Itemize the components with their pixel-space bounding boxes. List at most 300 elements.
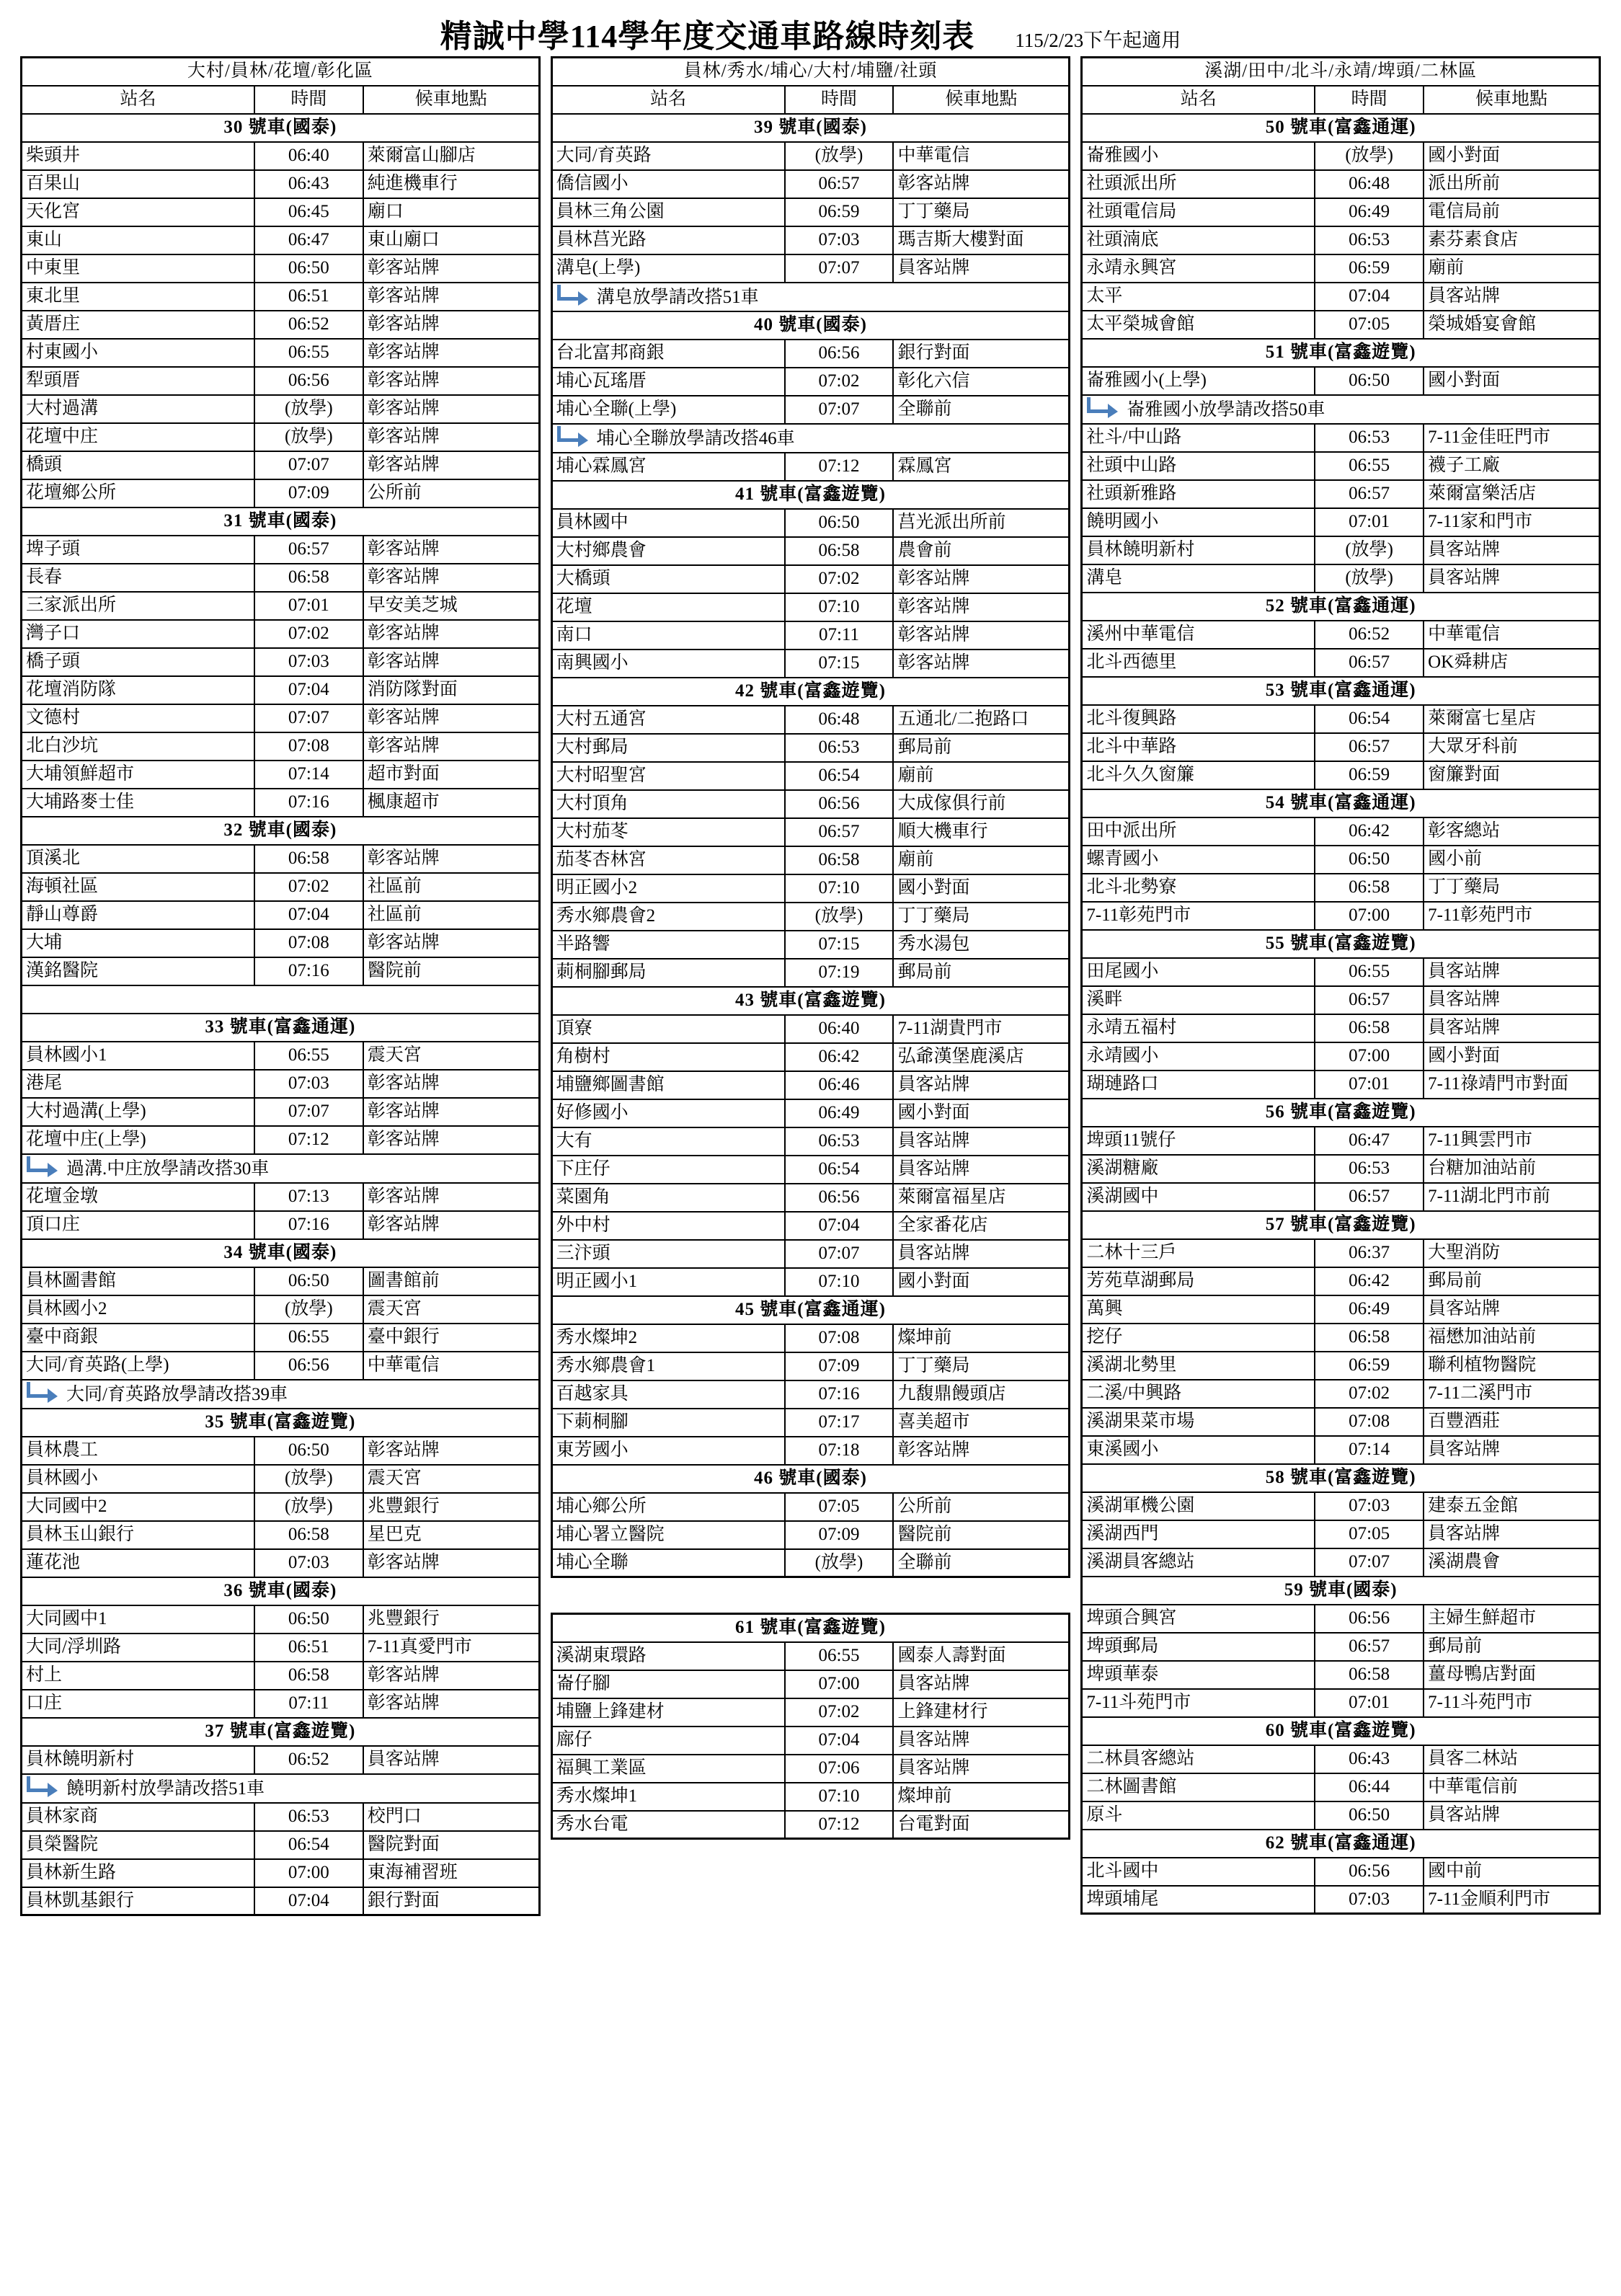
stop-name: 溪湖軍機公園 — [1082, 1492, 1315, 1520]
table-row[interactable] — [551, 142, 1070, 170]
table-row[interactable] — [1082, 649, 1600, 677]
table-row[interactable] — [1082, 1886, 1600, 1914]
route-caption-row[interactable] — [22, 1014, 540, 1042]
route-caption-row[interactable] — [22, 817, 540, 845]
table-row[interactable] — [22, 1803, 540, 1831]
stop-place: 彰客站牌 — [893, 170, 1069, 198]
table-row[interactable] — [551, 1127, 1070, 1156]
stop-time: 06:57 — [785, 818, 894, 846]
stop-time: 06:58 — [254, 845, 363, 873]
stop-name: 三家派出所 — [22, 592, 254, 620]
table-row[interactable] — [22, 1324, 540, 1352]
stop-place: 秀水湯包 — [893, 931, 1069, 959]
table-row[interactable] — [1082, 1042, 1600, 1071]
table-row[interactable] — [551, 537, 1070, 565]
stop-place: 醫院前 — [363, 957, 539, 985]
table-row[interactable] — [551, 1642, 1070, 1670]
stop-name: 員榮醫院 — [22, 1831, 254, 1859]
table-row[interactable] — [551, 903, 1070, 931]
stop-place: 萊爾富福星店 — [893, 1184, 1069, 1212]
table-row[interactable] — [22, 789, 540, 817]
table-row[interactable] — [22, 901, 540, 929]
route-caption-row[interactable] — [1082, 339, 1600, 367]
table-row[interactable] — [22, 1211, 540, 1239]
table-row[interactable] — [1082, 1858, 1600, 1886]
stop-time: (放學) — [254, 1493, 363, 1521]
table-row[interactable] — [22, 873, 540, 901]
stop-name: 大埔 — [22, 929, 254, 957]
table-row[interactable] — [551, 1409, 1070, 1437]
table-row[interactable] — [1082, 1492, 1600, 1520]
table-row[interactable] — [22, 676, 540, 704]
route-caption-row[interactable] — [1082, 1830, 1600, 1858]
table-row[interactable] — [22, 620, 540, 648]
table-row[interactable] — [551, 1549, 1070, 1577]
table-row[interactable] — [1082, 452, 1600, 480]
table-row[interactable] — [22, 1887, 540, 1915]
stop-place: 彰客站牌 — [363, 704, 539, 732]
table-row[interactable] — [551, 706, 1070, 734]
stop-time: 06:40 — [254, 142, 363, 170]
table-row[interactable] — [551, 1184, 1070, 1212]
table-row[interactable] — [1082, 424, 1600, 452]
table-row[interactable] — [1082, 1127, 1600, 1155]
stop-name: 二林圖書館 — [1082, 1773, 1315, 1801]
stop-time: 07:03 — [254, 648, 363, 676]
table-row[interactable] — [1082, 1689, 1600, 1717]
stop-time: (放學) — [1315, 564, 1424, 593]
table-row[interactable] — [1082, 817, 1600, 846]
table-row[interactable] — [551, 1099, 1070, 1127]
table-row[interactable] — [1082, 254, 1600, 283]
stop-time: 06:57 — [785, 170, 894, 198]
table-row[interactable] — [1082, 958, 1600, 986]
table-row[interactable] — [1082, 1183, 1600, 1211]
stop-place: 九馥鼎饅頭店 — [893, 1380, 1069, 1409]
table-row[interactable] — [1082, 1295, 1600, 1324]
route-caption-row[interactable] — [22, 1577, 540, 1605]
table-row[interactable] — [22, 732, 540, 761]
stop-name: 溪湖北勢里 — [1082, 1352, 1315, 1380]
table-row[interactable] — [551, 1043, 1070, 1071]
route-caption-row[interactable] — [551, 481, 1070, 509]
table-row[interactable] — [1082, 1801, 1600, 1830]
table-row[interactable] — [551, 1727, 1070, 1755]
stop-place: 彰客站牌 — [893, 593, 1069, 621]
table-row[interactable] — [551, 1521, 1070, 1549]
route-caption-row[interactable] — [22, 114, 540, 142]
table-row[interactable] — [551, 1811, 1070, 1839]
table-row[interactable] — [1082, 902, 1600, 930]
table-row[interactable] — [22, 1352, 540, 1380]
stop-name: 百越家具 — [551, 1380, 784, 1409]
route-caption-row[interactable] — [1082, 1099, 1600, 1127]
route-caption: 50 號車(富鑫通運) — [1082, 114, 1600, 142]
table-row[interactable] — [1082, 311, 1600, 339]
stop-time: 07:09 — [785, 1521, 894, 1549]
table-row[interactable] — [551, 1240, 1070, 1268]
table-row[interactable] — [22, 761, 540, 789]
stop-name: 大同/育英路 — [551, 142, 784, 170]
table-row[interactable] — [1082, 480, 1600, 508]
table-row[interactable] — [1082, 733, 1600, 761]
table-row[interactable] — [22, 845, 540, 873]
stop-place: 震天宮 — [363, 1295, 539, 1324]
table-row[interactable] — [1082, 1745, 1600, 1773]
stop-place: 彰客站牌 — [363, 1549, 539, 1577]
stop-name: 社頭派出所 — [1082, 170, 1315, 198]
stop-name: 大村五通宮 — [551, 706, 784, 734]
table-row[interactable] — [22, 1634, 540, 1662]
table-row[interactable] — [22, 367, 540, 395]
stop-time: 07:02 — [785, 565, 894, 593]
stop-name: 溪湖東環路 — [551, 1642, 784, 1670]
stop-time: 06:55 — [254, 339, 363, 367]
route-caption-row[interactable] — [22, 1239, 540, 1267]
table-row[interactable] — [1082, 170, 1600, 198]
stop-place: 社區前 — [363, 873, 539, 901]
stop-name: 埔心瓦瑤厝 — [551, 368, 784, 396]
stop-time: 06:56 — [785, 340, 894, 368]
table-row[interactable] — [551, 1437, 1070, 1465]
table-row[interactable] — [551, 790, 1070, 818]
stop-place: 國小前 — [1424, 846, 1599, 874]
stop-name: 秀水燦坤2 — [551, 1324, 784, 1352]
header-time: 時間 — [1315, 86, 1424, 114]
route-table — [1080, 56, 1601, 1915]
table-row[interactable] — [1082, 1436, 1600, 1464]
stop-name: 埔心署立醫院 — [551, 1521, 784, 1549]
table-row[interactable] — [22, 1662, 540, 1690]
table-row[interactable] — [22, 226, 540, 254]
route-caption-row[interactable] — [551, 311, 1070, 340]
table-row[interactable] — [551, 593, 1070, 621]
table-row[interactable] — [1082, 367, 1600, 395]
table-row[interactable] — [1082, 508, 1600, 536]
stop-name: 二林員客總站 — [1082, 1745, 1315, 1773]
stop-name: 北斗西德里 — [1082, 649, 1315, 677]
header-place: 候車地點 — [1424, 86, 1599, 114]
table-row[interactable] — [1082, 1014, 1600, 1042]
route-caption-row[interactable] — [22, 1718, 540, 1746]
stop-name: 崙雅國小(上學) — [1082, 367, 1315, 395]
table-row[interactable] — [551, 1670, 1070, 1698]
table-row[interactable] — [22, 1126, 540, 1154]
stop-time: 06:57 — [1315, 1633, 1424, 1661]
route-caption-row[interactable] — [1082, 593, 1600, 621]
stop-name: 大埔路麥士佳 — [22, 789, 254, 817]
table-row[interactable] — [551, 1783, 1070, 1811]
stop-time: 07:04 — [254, 1887, 363, 1915]
table-row[interactable] — [551, 340, 1070, 368]
stop-name: 大村過溝 — [22, 395, 254, 423]
table-row[interactable] — [1082, 705, 1600, 733]
table-row[interactable] — [551, 509, 1070, 537]
stop-name: 員林農工 — [22, 1437, 254, 1465]
stop-name: 大有 — [551, 1127, 784, 1156]
table-row[interactable] — [1082, 226, 1600, 254]
stop-name: 7-11彰苑門市 — [1082, 902, 1315, 930]
table-row[interactable] — [22, 929, 540, 957]
stop-place: 郵局前 — [1424, 1633, 1599, 1661]
stop-time: 07:05 — [785, 1493, 894, 1521]
table-row[interactable] — [1082, 1773, 1600, 1801]
table-row[interactable] — [1082, 1605, 1600, 1633]
table-row[interactable] — [22, 142, 540, 170]
stop-time: 06:37 — [1315, 1239, 1424, 1267]
route-note — [22, 1154, 540, 1183]
route-caption-row[interactable] — [551, 1296, 1070, 1324]
stop-place: 丁丁藥局 — [1424, 874, 1599, 902]
route-caption-row[interactable] — [1082, 677, 1600, 705]
table-row[interactable] — [22, 1070, 540, 1098]
route-note-text: 過溝.中庄放學請改搭30車 — [66, 1158, 270, 1179]
stop-name: 中東里 — [22, 254, 254, 283]
table-row[interactable] — [22, 592, 540, 620]
stop-place: 順大機車行 — [893, 818, 1069, 846]
stop-time: 06:51 — [254, 283, 363, 311]
table-row[interactable] — [22, 1690, 540, 1718]
route-caption-row[interactable] — [1082, 1577, 1600, 1605]
stop-place: 福懋加油站前 — [1424, 1324, 1599, 1352]
table-row[interactable] — [1082, 874, 1600, 902]
stop-name: 田中派出所 — [1082, 817, 1315, 846]
table-row[interactable] — [1082, 1071, 1600, 1099]
stop-time: 06:58 — [254, 1662, 363, 1690]
stop-place: 五通北/二抱路口 — [893, 706, 1069, 734]
route-caption-row[interactable] — [1082, 114, 1600, 142]
table-row[interactable] — [22, 1493, 540, 1521]
table-row[interactable] — [22, 1831, 540, 1859]
table-row[interactable] — [1082, 1408, 1600, 1436]
stop-place: 彰客站牌 — [363, 564, 539, 592]
route-caption-row[interactable] — [551, 1614, 1070, 1642]
route-caption-row[interactable] — [551, 114, 1070, 142]
stop-time: 07:12 — [254, 1126, 363, 1154]
table-row[interactable] — [551, 846, 1070, 874]
table-row[interactable] — [1082, 621, 1600, 649]
stop-time: 07:02 — [785, 1698, 894, 1727]
table-row[interactable] — [22, 1267, 540, 1295]
stop-place: 7-11興雲門市 — [1424, 1127, 1599, 1155]
table-row[interactable] — [22, 423, 540, 451]
stop-name: 好修國小 — [551, 1099, 784, 1127]
table-row[interactable] — [1082, 564, 1600, 593]
table-row[interactable] — [1082, 142, 1600, 170]
stop-place: 國小對面 — [893, 1268, 1069, 1296]
table-row[interactable] — [551, 762, 1070, 790]
route-caption: 39 號車(國泰) — [551, 114, 1070, 142]
redirect-arrow-icon — [26, 1776, 59, 1801]
table-row[interactable] — [22, 170, 540, 198]
stop-place: 廟前 — [1424, 254, 1599, 283]
table-row[interactable] — [551, 931, 1070, 959]
table-row[interactable] — [1082, 1548, 1600, 1577]
table-row[interactable] — [1082, 1239, 1600, 1267]
route-caption: 56 號車(富鑫遊覽) — [1082, 1099, 1600, 1127]
table-row[interactable] — [22, 1746, 540, 1774]
stop-name: 東北里 — [22, 283, 254, 311]
table-row[interactable] — [551, 1212, 1070, 1240]
route-caption-row[interactable] — [551, 1465, 1070, 1493]
table-row[interactable] — [22, 1605, 540, 1634]
stop-time: 07:13 — [254, 1183, 363, 1211]
route-caption: 32 號車(國泰) — [22, 817, 540, 845]
table-row[interactable] — [22, 957, 540, 985]
stop-name: 萬興 — [1082, 1295, 1315, 1324]
table-row[interactable] — [22, 254, 540, 283]
table-row[interactable] — [551, 1493, 1070, 1521]
stop-place: 銀行對面 — [893, 340, 1069, 368]
table-row[interactable] — [22, 564, 540, 592]
stop-time: 07:00 — [1315, 902, 1424, 930]
table-row[interactable] — [1082, 761, 1600, 789]
stop-time: 06:48 — [785, 706, 894, 734]
table-row[interactable] — [551, 734, 1070, 762]
route-note-row — [551, 424, 1070, 453]
table-row[interactable] — [22, 339, 540, 367]
table-row[interactable] — [551, 396, 1070, 424]
table-row[interactable] — [551, 650, 1070, 678]
table-row[interactable] — [1082, 536, 1600, 564]
table-row[interactable] — [22, 1042, 540, 1070]
table-row[interactable] — [551, 874, 1070, 903]
table-row[interactable] — [551, 1268, 1070, 1296]
stop-name: 二林十三戶 — [1082, 1239, 1315, 1267]
table-row[interactable] — [22, 283, 540, 311]
stop-place: 丁丁藥局 — [893, 1352, 1069, 1380]
table-row[interactable] — [22, 1098, 540, 1126]
table-row[interactable] — [551, 1071, 1070, 1099]
stop-time: 07:09 — [785, 1352, 894, 1380]
table-row[interactable] — [551, 818, 1070, 846]
stop-name: 永靖五福村 — [1082, 1014, 1315, 1042]
table-row[interactable] — [1082, 1155, 1600, 1183]
route-caption-row[interactable] — [1082, 789, 1600, 817]
table-row[interactable] — [22, 1183, 540, 1211]
stop-name: 北白沙坑 — [22, 732, 254, 761]
stop-time: 07:00 — [785, 1670, 894, 1698]
table-row[interactable] — [22, 704, 540, 732]
stop-time: 06:56 — [785, 1184, 894, 1212]
table-row[interactable] — [551, 565, 1070, 593]
stop-time: 06:42 — [1315, 817, 1424, 846]
route-table — [551, 1613, 1071, 1840]
table-row[interactable] — [1082, 1633, 1600, 1661]
table-row[interactable] — [551, 170, 1070, 198]
route-caption-row[interactable] — [551, 678, 1070, 706]
table-row[interactable] — [1082, 1352, 1600, 1380]
redirect-arrow-icon — [556, 425, 590, 451]
table-row[interactable] — [551, 1324, 1070, 1352]
stop-name: 橋子頭 — [22, 648, 254, 676]
stop-name: 灣子口 — [22, 620, 254, 648]
table-row[interactable] — [22, 1295, 540, 1324]
table-row[interactable] — [22, 1465, 540, 1493]
route-caption-row[interactable] — [1082, 930, 1600, 958]
table-row[interactable] — [551, 1380, 1070, 1409]
table-row[interactable] — [551, 621, 1070, 650]
route-caption-row[interactable] — [1082, 1464, 1600, 1492]
table-row[interactable] — [22, 395, 540, 423]
table-row[interactable] — [551, 198, 1070, 226]
route-caption: 46 號車(國泰) — [551, 1465, 1070, 1493]
table-row[interactable] — [1082, 283, 1600, 311]
table-row[interactable] — [22, 1521, 540, 1549]
table-row[interactable] — [551, 1156, 1070, 1184]
table-row[interactable] — [551, 1352, 1070, 1380]
table-row[interactable] — [22, 479, 540, 507]
table-row[interactable] — [22, 451, 540, 479]
table-row[interactable] — [551, 226, 1070, 254]
stop-place: 建泰五金館 — [1424, 1492, 1599, 1520]
stop-place: 主婦生鮮超市 — [1424, 1605, 1599, 1633]
route-note — [22, 1774, 540, 1803]
route-caption: 55 號車(富鑫遊覽) — [1082, 930, 1600, 958]
stop-time: (放學) — [254, 395, 363, 423]
route-caption-row[interactable] — [22, 1409, 540, 1437]
stop-name: 花壇消防隊 — [22, 676, 254, 704]
table-row[interactable] — [551, 959, 1070, 987]
route-caption-row[interactable] — [1082, 1211, 1600, 1239]
stop-place: 喜美超市 — [893, 1409, 1069, 1437]
stop-time: 07:10 — [785, 874, 894, 903]
table-row[interactable] — [22, 311, 540, 339]
table-row[interactable] — [22, 648, 540, 676]
table-row[interactable] — [551, 1015, 1070, 1043]
table-row[interactable] — [551, 1755, 1070, 1783]
table-row[interactable] — [1082, 1661, 1600, 1689]
table-row[interactable] — [551, 254, 1070, 283]
table-row[interactable] — [1082, 1380, 1600, 1408]
stop-name: 北斗中華路 — [1082, 733, 1315, 761]
table-row[interactable] — [22, 1549, 540, 1577]
route-caption-row[interactable] — [551, 987, 1070, 1015]
table-row[interactable] — [22, 536, 540, 564]
table-row[interactable] — [1082, 198, 1600, 226]
stop-name: 埤子頭 — [22, 536, 254, 564]
table-row[interactable] — [551, 453, 1070, 481]
table-row[interactable] — [22, 1437, 540, 1465]
stop-time: 06:56 — [1315, 1858, 1424, 1886]
stop-name: 北斗國中 — [1082, 1858, 1315, 1886]
route-caption: 45 號車(富鑫通運) — [551, 1296, 1070, 1324]
table-row[interactable] — [22, 198, 540, 226]
stop-place: 7-11真愛門市 — [363, 1634, 539, 1662]
table-row[interactable] — [1082, 986, 1600, 1014]
table-row[interactable] — [1082, 846, 1600, 874]
table-row[interactable] — [1082, 1324, 1600, 1352]
stop-place: 國泰人壽對面 — [893, 1642, 1069, 1670]
stop-name: 埔心全聯(上學) — [551, 396, 784, 424]
stop-place: 霖鳳宮 — [893, 453, 1069, 481]
table-row[interactable] — [1082, 1267, 1600, 1295]
table-row[interactable] — [551, 1698, 1070, 1727]
table-row[interactable] — [1082, 1520, 1600, 1548]
table-row[interactable] — [22, 1859, 540, 1887]
route-table — [551, 56, 1071, 1578]
route-caption-row[interactable] — [1082, 1717, 1600, 1745]
route-caption-row[interactable] — [22, 507, 540, 536]
header-stop: 站名 — [551, 86, 784, 114]
region-header-row — [551, 58, 1070, 86]
stop-time: 07:12 — [785, 1811, 894, 1839]
stop-place: 彰客站牌 — [363, 1690, 539, 1718]
table-row[interactable] — [551, 368, 1070, 396]
stop-place: 國小對面 — [1424, 367, 1599, 395]
schedule-column-1 — [20, 56, 541, 1916]
stop-name: 溪畔 — [1082, 986, 1315, 1014]
